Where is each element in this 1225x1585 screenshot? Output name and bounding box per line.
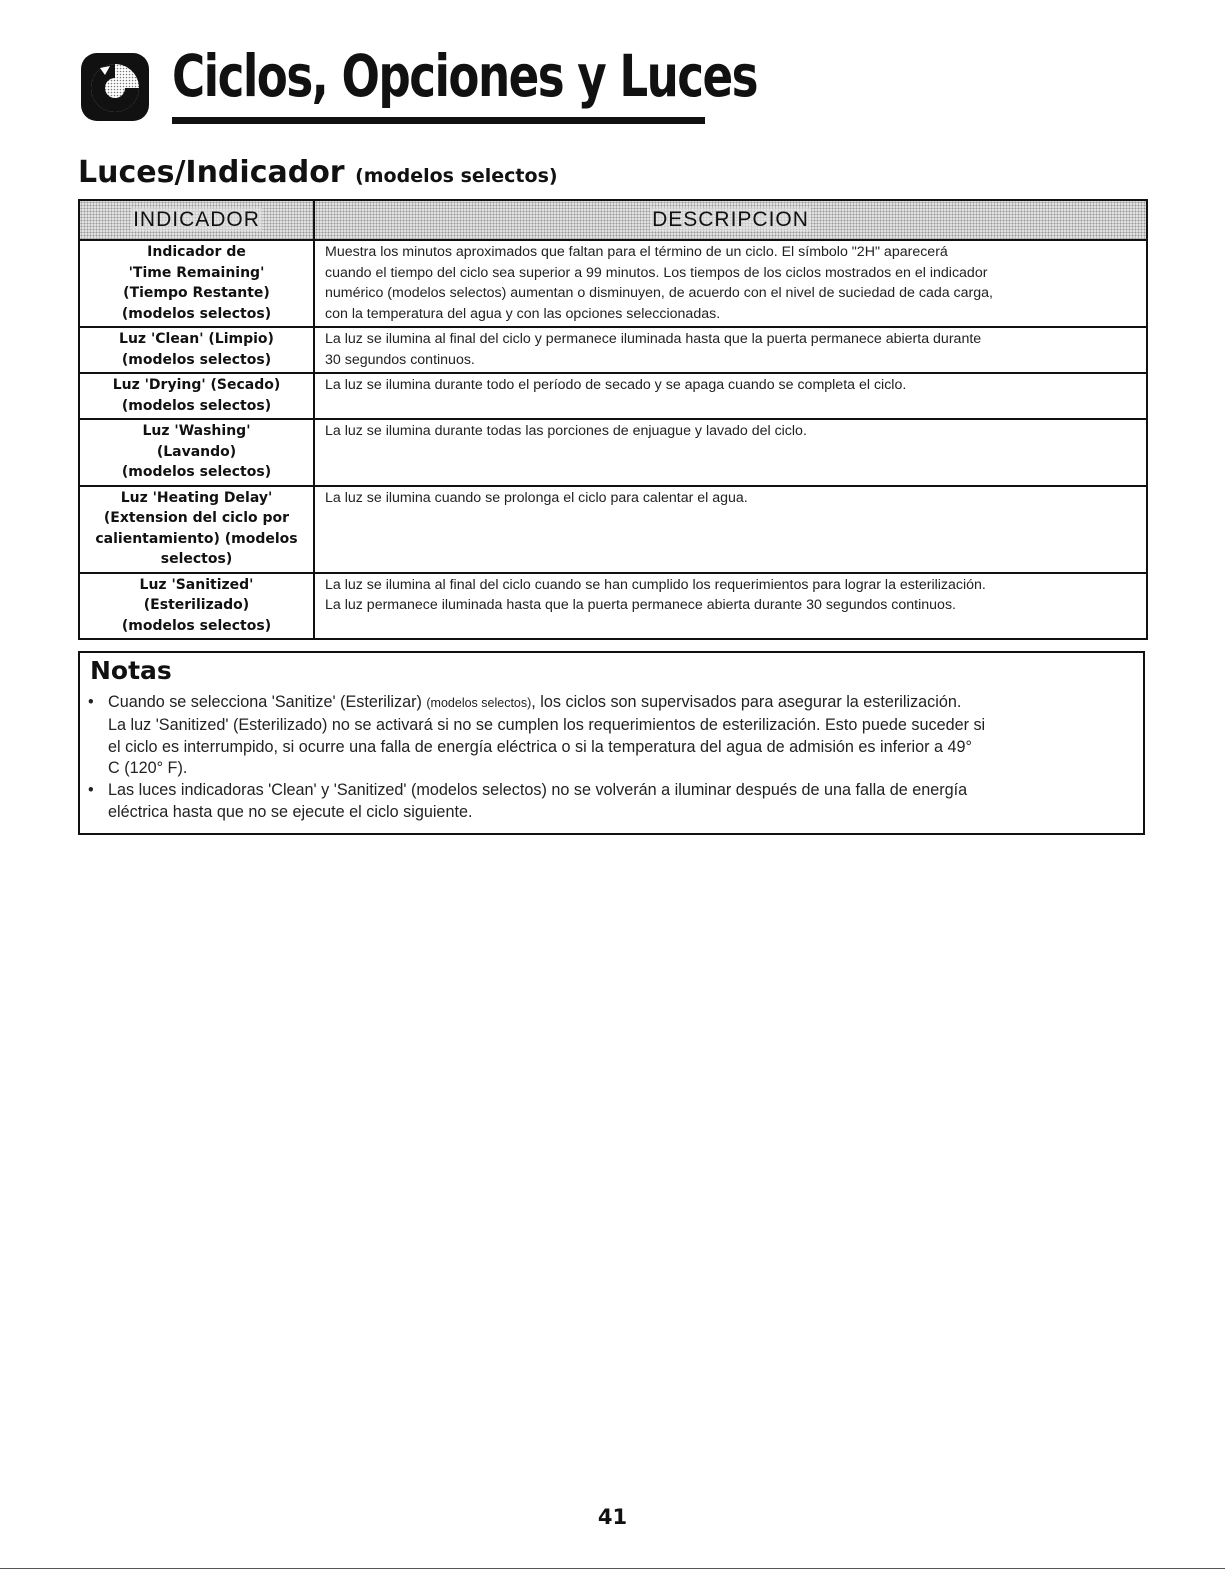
description-cell bbox=[314, 573, 1147, 640]
description-cell bbox=[314, 327, 1147, 373]
section-heading bbox=[78, 153, 558, 196]
indicator-cell bbox=[79, 486, 314, 573]
description-cell bbox=[314, 419, 1147, 486]
note-text-small: (modelos selectos) bbox=[426, 696, 532, 710]
notes-list bbox=[88, 692, 1128, 824]
note-text: , los ciclos son supervisados para asegurar la esterilización. bbox=[531, 693, 962, 711]
description-line: La luz se ilumina al final del ciclo y permanece iluminada hasta que la puerta permanece abierta durante bbox=[325, 331, 982, 347]
description-cell bbox=[314, 240, 1147, 327]
indicator-line: (modelos selectos) bbox=[121, 397, 272, 414]
indicator-line: Luz 'Clean' (Limpio) bbox=[119, 331, 274, 347]
page-title: Ciclos, Opciones y Luces bbox=[172, 42, 758, 110]
description-line: La luz permanece iluminada hasta que la puerta permanece abierta durante 30 segundos continuos. bbox=[325, 597, 956, 613]
indicator-cell bbox=[79, 327, 314, 373]
indicator-cell bbox=[79, 573, 314, 640]
description-line: Muestra los minutos aproximados que faltan para el término de un ciclo. El símbolo "2H" aparecerá bbox=[325, 244, 948, 260]
note-text: Las luces indicadoras 'Clean' y 'Sanitized' (modelos selectos) no se volverán a iluminar después de una falla de energía bbox=[108, 781, 968, 800]
description-cell bbox=[314, 486, 1147, 573]
indicator-line: (Lavando) bbox=[156, 443, 237, 460]
indicator-line: (modelos selectos) bbox=[121, 464, 272, 480]
cycle-dial-icon bbox=[80, 52, 150, 122]
indicator-line: Indicador de bbox=[147, 244, 246, 260]
column-header-indicator-label: INDICADOR bbox=[133, 208, 260, 231]
notes-title: Notas bbox=[90, 656, 172, 685]
table-row bbox=[79, 486, 1147, 573]
indicator-line: 'Time Remaining' bbox=[128, 264, 265, 281]
note-item bbox=[88, 692, 1128, 780]
indicator-line: calientamiento) (modelos bbox=[95, 530, 298, 547]
note-text: La luz 'Sanitized' (Esterilizado) no se activará si no se cumplen los requerimientos de esterilización. Esto puede suceder si bbox=[108, 715, 986, 734]
note-bullet: • bbox=[88, 693, 94, 711]
page-header bbox=[80, 40, 758, 130]
description-line: La luz se ilumina durante todas las porciones de enjuague y lavado del ciclo. bbox=[325, 423, 807, 439]
description-cell bbox=[314, 373, 1147, 419]
note-bullet: • bbox=[88, 781, 94, 800]
indicator-line: (Extension del ciclo por bbox=[103, 510, 290, 526]
column-header-description bbox=[314, 200, 1147, 240]
table-row bbox=[79, 419, 1147, 486]
section-heading-text: Luces/Indicador bbox=[78, 155, 345, 190]
description-line: 30 segundos continuos. bbox=[325, 351, 475, 368]
section-subheading: (modelos selectos) bbox=[355, 165, 558, 187]
note-text: el ciclo es interrumpido, si ocurre una falla de energía eléctrica o si la temperatura del agua de admisión es inferior a 49° bbox=[108, 737, 972, 756]
description-line: con la temperatura del agua y con las opciones seleccionadas. bbox=[325, 305, 721, 322]
table-row bbox=[79, 240, 1147, 327]
indicator-line: Luz 'Washing' bbox=[142, 423, 251, 439]
description-line: numérico (modelos selectos) aumentan o disminuyen, de acuerdo con el nivel de suciedad de cada carga, bbox=[325, 285, 993, 301]
title-underline bbox=[172, 117, 705, 124]
indicator-cell bbox=[79, 419, 314, 486]
indicator-line: (modelos selectos) bbox=[121, 305, 272, 322]
bottom-rule bbox=[0, 1568, 1225, 1569]
indicator-table bbox=[78, 199, 1148, 640]
page-number: 41 bbox=[597, 1505, 628, 1529]
description-line: La luz se ilumina cuando se prolonga el ciclo para calentar el agua. bbox=[325, 489, 748, 506]
column-header-indicator bbox=[79, 200, 314, 240]
note-text: Cuando se selecciona 'Sanitize' (Esterilizar) bbox=[108, 693, 427, 711]
table-row bbox=[79, 373, 1147, 419]
note-item bbox=[88, 780, 1128, 824]
indicator-cell bbox=[79, 240, 314, 327]
description-line: La luz se ilumina durante todo el período de secado y se apaga cuando se completa el ciclo. bbox=[325, 377, 907, 393]
table-header-row bbox=[79, 200, 1147, 240]
table-row bbox=[79, 327, 1147, 373]
indicator-cell bbox=[79, 373, 314, 419]
note-text: eléctrica hasta que no se ejecute el ciclo siguiente. bbox=[108, 802, 473, 821]
table-row bbox=[79, 573, 1147, 640]
column-header-description-label: DESCRIPCION bbox=[652, 208, 809, 231]
indicator-line: (Tiempo Restante) bbox=[123, 285, 270, 301]
indicator-line: Luz 'Sanitized' bbox=[139, 576, 254, 593]
indicator-line: Luz 'Drying' (Secado) bbox=[112, 377, 281, 393]
note-text: C (120° F). bbox=[108, 759, 188, 778]
indicator-line: (modelos selectos) bbox=[121, 351, 272, 368]
indicator-line: Luz 'Heating Delay' bbox=[120, 489, 273, 506]
indicator-line: selectos) bbox=[160, 551, 233, 567]
indicator-line: (Esterilizado) bbox=[143, 597, 250, 613]
table-body bbox=[79, 240, 1147, 639]
notes-box bbox=[78, 651, 1145, 835]
description-line: cuando el tiempo del ciclo sea superior a 99 minutos. Los tiempos de los ciclos mostrados en el indicador bbox=[325, 264, 988, 281]
description-line: La luz se ilumina al final del ciclo cuando se han cumplido los requerimientos para lograr la esterilización. bbox=[325, 576, 986, 593]
indicator-line: (modelos selectos) bbox=[121, 617, 272, 634]
